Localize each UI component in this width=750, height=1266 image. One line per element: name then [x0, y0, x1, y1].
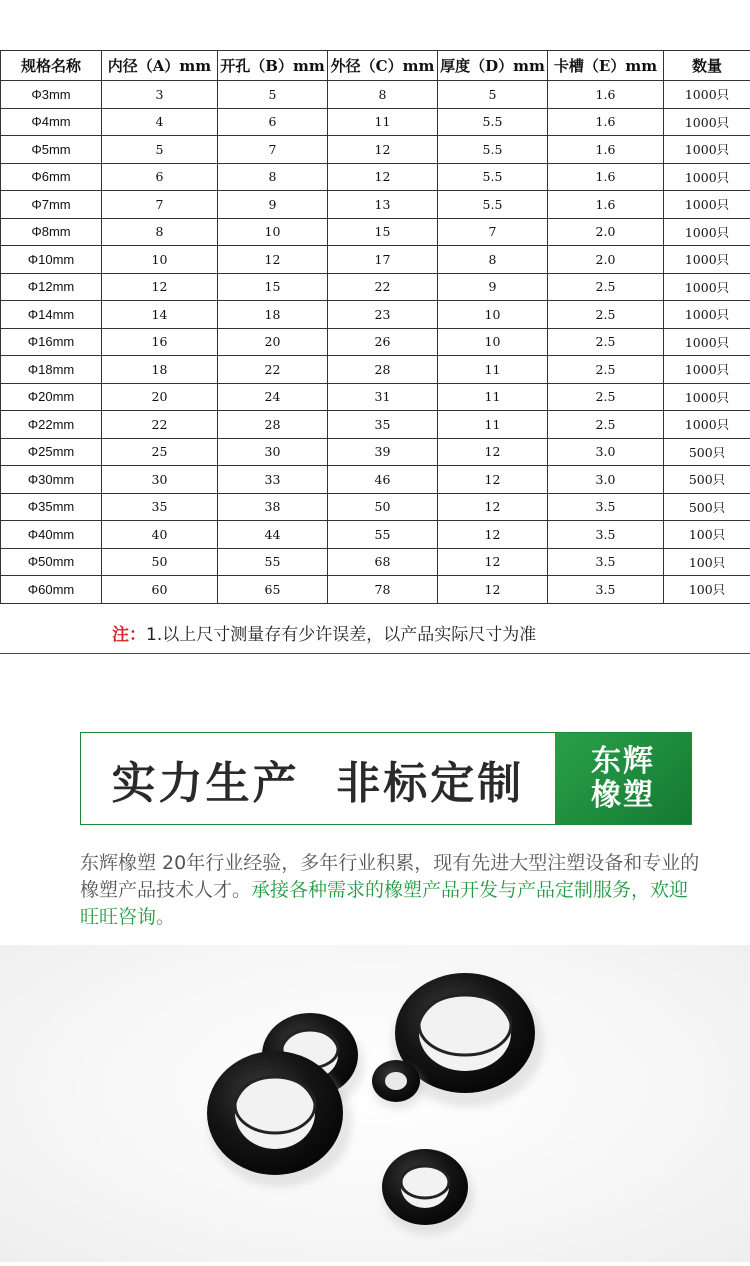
table-cell: 1000只 — [664, 411, 750, 439]
table-row — [1, 466, 750, 494]
table-cell: Φ40mm — [1, 521, 102, 549]
table-cell: 2.0 — [548, 218, 664, 246]
brand-logo-line1: 东辉 — [591, 745, 655, 779]
table-row — [1, 163, 750, 191]
note-text: 1.以上尺寸测量存有少许误差，以产品实际尺寸为准 — [146, 625, 536, 645]
table-row — [1, 521, 750, 549]
table-cell: 5 — [438, 81, 548, 109]
table-row — [1, 136, 750, 164]
table-cell: Φ7mm — [1, 191, 102, 219]
table-cell: 12 — [102, 273, 218, 301]
table-cell: 1000只 — [664, 328, 750, 356]
table-cell: Φ22mm — [1, 411, 102, 439]
product-photo — [0, 945, 750, 1262]
table-cell: 30 — [102, 466, 218, 494]
table-cell: 78 — [328, 576, 438, 604]
table-cell: 1.6 — [548, 108, 664, 136]
table-cell: 1000只 — [664, 273, 750, 301]
table-cell: 1000只 — [664, 191, 750, 219]
table-row — [1, 273, 750, 301]
column-header: 数量 — [664, 51, 750, 81]
table-cell: 55 — [328, 521, 438, 549]
table-cell: 18 — [102, 356, 218, 384]
intro-green-text: 承接各种需求的橡塑产品开发与产品定制服务，欢迎旺旺咨询。 — [80, 879, 688, 928]
table-cell: 100只 — [664, 521, 750, 549]
table-cell: 3 — [102, 81, 218, 109]
table-cell: 9 — [438, 273, 548, 301]
column-header: 内径（A）mm — [102, 51, 218, 81]
table-cell: Φ6mm — [1, 163, 102, 191]
table-row — [1, 108, 750, 136]
table-cell: 22 — [102, 411, 218, 439]
table-cell: 33 — [218, 466, 328, 494]
table-cell: 2.5 — [548, 273, 664, 301]
table-cell: 1000只 — [664, 383, 750, 411]
table-cell: 500只 — [664, 438, 750, 466]
table-cell: 10 — [218, 218, 328, 246]
table-cell: 1000只 — [664, 108, 750, 136]
table-cell: Φ12mm — [1, 273, 102, 301]
table-cell: 1.6 — [548, 191, 664, 219]
table-cell: 3.0 — [548, 466, 664, 494]
table-cell: 44 — [218, 521, 328, 549]
table-cell: 1.6 — [548, 163, 664, 191]
table-cell: 11 — [438, 383, 548, 411]
table-cell: 50 — [102, 548, 218, 576]
table-cell: Φ14mm — [1, 301, 102, 329]
table-cell: Φ60mm — [1, 576, 102, 604]
table-cell: 15 — [328, 218, 438, 246]
table-cell: 65 — [218, 576, 328, 604]
table-row — [1, 438, 750, 466]
table-cell: 15 — [218, 273, 328, 301]
table-cell: 12 — [328, 136, 438, 164]
table-row — [1, 356, 750, 384]
table-cell: 500只 — [664, 493, 750, 521]
table-cell: Φ16mm — [1, 328, 102, 356]
table-cell: 10 — [438, 301, 548, 329]
table-cell: 25 — [102, 438, 218, 466]
intro-main-text: 东辉橡塑 20年行业经验，多年行业积累，现有先进大型注塑设备和专业的橡塑产品技术人才。 — [80, 852, 699, 901]
table-cell: 3.5 — [548, 548, 664, 576]
table-cell: 1000只 — [664, 356, 750, 384]
table-cell: Φ50mm — [1, 548, 102, 576]
table-cell: Φ3mm — [1, 81, 102, 109]
table-cell: 9 — [218, 191, 328, 219]
table-cell: 12 — [438, 548, 548, 576]
table-cell: 12 — [438, 438, 548, 466]
rubber-grommets-image — [0, 945, 750, 1262]
table-cell: 20 — [102, 383, 218, 411]
table-cell: 1000只 — [664, 218, 750, 246]
table-cell: 6 — [218, 108, 328, 136]
table-cell: 1000只 — [664, 301, 750, 329]
table-cell: 2.0 — [548, 246, 664, 274]
table-cell: 24 — [218, 383, 328, 411]
table-row — [1, 548, 750, 576]
table-cell: 16 — [102, 328, 218, 356]
table-cell: 7 — [218, 136, 328, 164]
banner-slogan: 实力生产 非标定制 — [81, 733, 555, 824]
table-cell: Φ20mm — [1, 383, 102, 411]
table-row — [1, 81, 750, 109]
table-cell: 100只 — [664, 576, 750, 604]
table-row — [1, 218, 750, 246]
table-cell: 10 — [102, 246, 218, 274]
table-row — [1, 301, 750, 329]
grommet-medium-bottom-center — [382, 1149, 474, 1235]
brand-logo-line2: 橡塑 — [591, 779, 655, 813]
table-cell: 50 — [328, 493, 438, 521]
table-cell: 20 — [218, 328, 328, 356]
table-cell: Φ25mm — [1, 438, 102, 466]
table-row — [1, 576, 750, 604]
table-header-row — [1, 51, 750, 81]
table-cell: 35 — [102, 493, 218, 521]
table-cell: 11 — [328, 108, 438, 136]
table-cell: 2.5 — [548, 328, 664, 356]
table-cell: 17 — [328, 246, 438, 274]
divider — [0, 653, 750, 654]
brand-logo — [555, 733, 691, 824]
table-cell: 5.5 — [438, 163, 548, 191]
table-cell: Φ8mm — [1, 218, 102, 246]
table-cell: 26 — [328, 328, 438, 356]
table-row — [1, 383, 750, 411]
table-cell: 1.6 — [548, 136, 664, 164]
table-row — [1, 191, 750, 219]
table-cell: 55 — [218, 548, 328, 576]
table-cell: 100只 — [664, 548, 750, 576]
table-cell: Φ4mm — [1, 108, 102, 136]
table-cell: 10 — [438, 328, 548, 356]
table-cell: 7 — [102, 191, 218, 219]
table-cell: 12 — [438, 521, 548, 549]
table-row — [1, 411, 750, 439]
table-cell: 7 — [438, 218, 548, 246]
table-cell: 3.5 — [548, 493, 664, 521]
table-cell: 39 — [328, 438, 438, 466]
table-cell: 12 — [218, 246, 328, 274]
table-cell: 13 — [328, 191, 438, 219]
table-cell: 2.5 — [548, 411, 664, 439]
table-cell: 46 — [328, 466, 438, 494]
table-cell: Φ30mm — [1, 466, 102, 494]
table-cell: 8 — [218, 163, 328, 191]
measurement-note — [112, 620, 536, 645]
table-cell: 4 — [102, 108, 218, 136]
table-cell: Φ18mm — [1, 356, 102, 384]
table-cell: Φ10mm — [1, 246, 102, 274]
table-cell: 5 — [102, 136, 218, 164]
table-cell: 12 — [328, 163, 438, 191]
table-cell: 22 — [328, 273, 438, 301]
table-cell: Φ5mm — [1, 136, 102, 164]
table-cell: 11 — [438, 356, 548, 384]
table-cell: 1000只 — [664, 246, 750, 274]
table-cell: 3.0 — [548, 438, 664, 466]
table-cell: 8 — [102, 218, 218, 246]
table-cell: 38 — [218, 493, 328, 521]
table-cell: 8 — [438, 246, 548, 274]
table-cell: 5.5 — [438, 136, 548, 164]
company-intro — [80, 850, 700, 931]
table-cell: 2.5 — [548, 301, 664, 329]
table-cell: 12 — [438, 576, 548, 604]
table-cell: 2.5 — [548, 383, 664, 411]
table-cell: 12 — [438, 493, 548, 521]
table-cell: 30 — [218, 438, 328, 466]
table-cell: 2.5 — [548, 356, 664, 384]
table-cell: 11 — [438, 411, 548, 439]
table-cell: 8 — [328, 81, 438, 109]
table-cell: 28 — [328, 356, 438, 384]
table-cell: 5.5 — [438, 108, 548, 136]
table-row — [1, 493, 750, 521]
table-cell: 35 — [328, 411, 438, 439]
table-row — [1, 246, 750, 274]
table-cell: 5 — [218, 81, 328, 109]
spec-table — [0, 50, 750, 604]
table-cell: 500只 — [664, 466, 750, 494]
table-cell: 1000只 — [664, 81, 750, 109]
table-cell: 14 — [102, 301, 218, 329]
table-cell: 3.5 — [548, 576, 664, 604]
table-cell: 5.5 — [438, 191, 548, 219]
table-cell: 28 — [218, 411, 328, 439]
table-cell: 60 — [102, 576, 218, 604]
table-cell: 22 — [218, 356, 328, 384]
table-row — [1, 328, 750, 356]
column-header: 外径（C）mm — [328, 51, 438, 81]
slogan-banner — [80, 732, 692, 825]
table-cell: 31 — [328, 383, 438, 411]
table-cell: 18 — [218, 301, 328, 329]
table-cell: 1.6 — [548, 81, 664, 109]
column-header: 规格名称 — [1, 51, 102, 81]
table-cell: 1000只 — [664, 163, 750, 191]
table-cell: 1000只 — [664, 136, 750, 164]
table-cell: 40 — [102, 521, 218, 549]
column-header: 厚度（D）mm — [438, 51, 548, 81]
table-cell: 68 — [328, 548, 438, 576]
column-header: 开孔（B）mm — [218, 51, 328, 81]
table-cell: 3.5 — [548, 521, 664, 549]
note-prefix: 注： — [112, 625, 146, 645]
column-header: 卡槽（E）mm — [548, 51, 664, 81]
table-cell: 6 — [102, 163, 218, 191]
table-cell: Φ35mm — [1, 493, 102, 521]
table-cell: 12 — [438, 466, 548, 494]
table-cell: 23 — [328, 301, 438, 329]
table-body — [1, 81, 750, 604]
